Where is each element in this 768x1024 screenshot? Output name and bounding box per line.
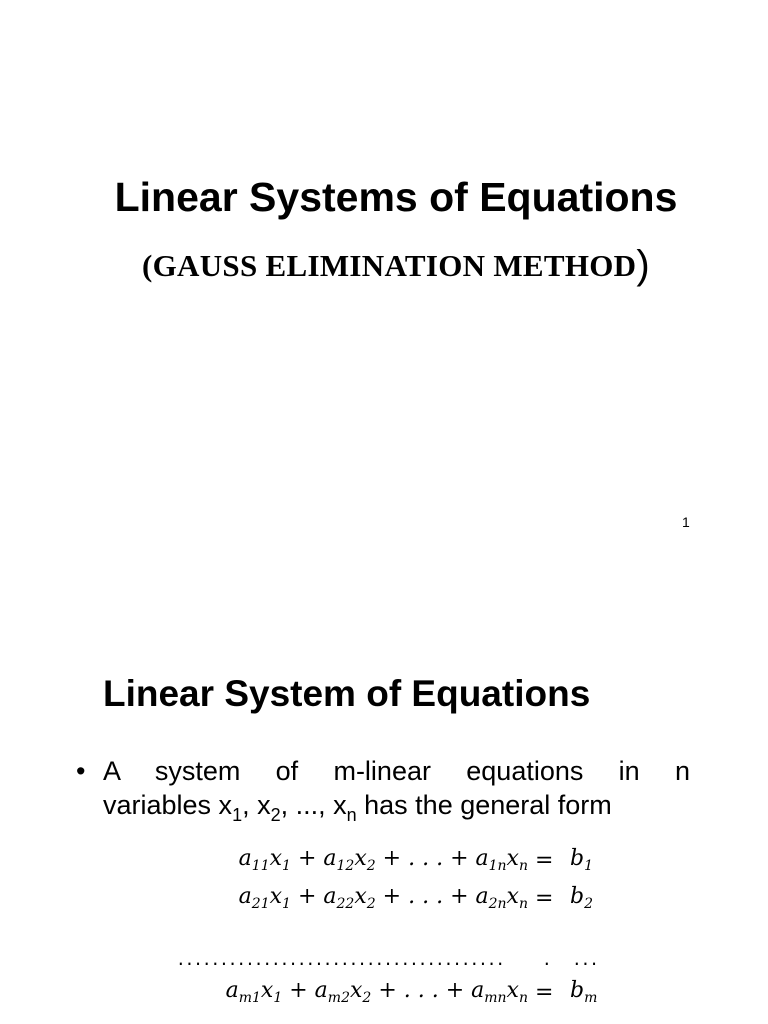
- equation-row-m-lhs: $a_{m1}x_1 + a_{m2}x_2$ + . . . + $a_{mn}x_n$: [225, 978, 528, 1006]
- equation-row-2-equals: =: [535, 886, 554, 911]
- equation-row-2-lhs: $a_{21}x_1 + a_{22}x_2$ + . . . + $a_{2n}x_n$: [238, 884, 528, 912]
- equation-ellipsis-op: .: [542, 950, 551, 969]
- equation-row-m-rhs: $b_m$: [570, 978, 598, 1006]
- subtitle-close-paren: ): [636, 243, 650, 287]
- slide-subtitle: [0, 243, 768, 288]
- equation-row-1-equals: =: [535, 848, 554, 873]
- page-number: 1: [682, 514, 690, 530]
- equation-row-1-lhs: $a_{11}x_1 + a_{12}x_2$ + . . . + $a_{1n}x_n$: [238, 846, 528, 874]
- slide-title: Linear System of Equations: [103, 673, 591, 714]
- bullet-item: [76, 754, 690, 825]
- subtitle-open-paren: (: [142, 248, 153, 283]
- slide-2: [0, 620, 768, 1024]
- bullet-text-line-2: variables $x_1$, $x_2$, ..., $x_n$ has the general form: [103, 790, 612, 825]
- subtitle-text: GAUSS ELIMINATION METHOD: [152, 248, 637, 283]
- bullet-text-line-1: A system of m-linear equations in n: [103, 756, 690, 786]
- equation-row-2-rhs: $b_2$: [570, 884, 594, 912]
- equation-ellipsis-rhs: ...: [572, 950, 598, 969]
- equation-ellipsis-lhs: ......................................: [176, 950, 505, 969]
- equation-row-m-equals: =: [535, 980, 554, 1005]
- slide-title: Linear Systems of Equations: [114, 174, 678, 220]
- bullet-symbol: •: [76, 756, 86, 786]
- equation-row-1-rhs: $b_1$: [570, 846, 594, 874]
